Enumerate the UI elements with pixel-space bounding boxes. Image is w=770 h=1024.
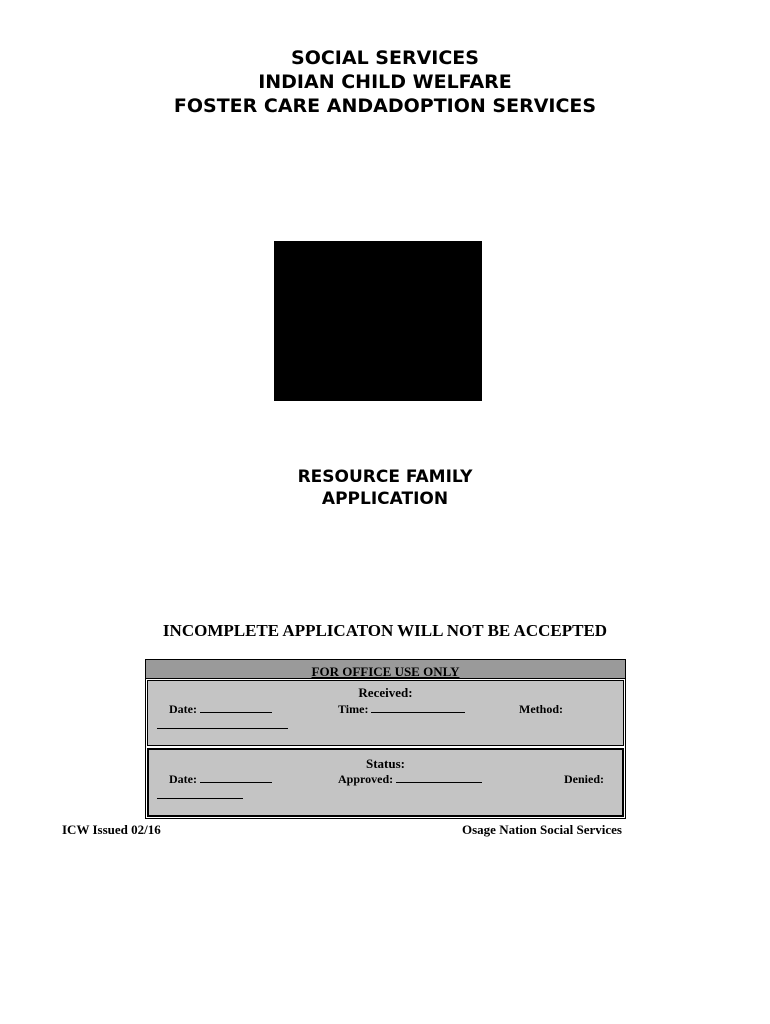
status-date-label: Date:: [169, 772, 197, 786]
status-date-line: [200, 772, 272, 783]
status-date-field[interactable]: [169, 772, 272, 787]
redacted-image: [274, 241, 482, 401]
received-date-line: [200, 702, 272, 713]
office-use-box: [145, 659, 626, 819]
status-denied-label: Denied:: [564, 772, 604, 786]
received-time-field[interactable]: [338, 702, 465, 717]
form-title-line-2: APPLICATION: [321, 489, 449, 509]
received-method-label: Method:: [519, 702, 563, 716]
received-time-label: Time:: [338, 702, 369, 716]
status-approved-label: Approved:: [338, 772, 394, 786]
form-title: [0, 466, 770, 510]
header-line-1: SOCIAL SERVICES: [291, 47, 479, 69]
received-date-label: Date:: [169, 702, 197, 716]
status-denied-field[interactable]: [564, 772, 604, 787]
received-date-field[interactable]: [169, 702, 272, 717]
received-method-field[interactable]: [519, 702, 563, 717]
issue-date-footer: ICW Issued 02/16: [62, 822, 161, 837]
received-time-line: [371, 702, 465, 713]
status-title: Status:: [365, 756, 405, 771]
status-approved-line: [396, 772, 482, 783]
header-line-2: INDIAN CHILD WELFARE: [258, 71, 512, 93]
document-header: [0, 46, 770, 118]
status-panel: [147, 748, 624, 817]
received-panel: [147, 680, 624, 746]
received-method-line: [157, 728, 288, 729]
office-use-header: [146, 660, 625, 679]
incomplete-notice: INCOMPLETE APPLICATON WILL NOT BE ACCEPTED: [162, 621, 608, 640]
form-title-line-1: RESOURCE FAMILY: [297, 467, 473, 487]
header-line-3: FOSTER CARE ANDADOPTION SERVICES: [173, 95, 597, 117]
received-title: Received:: [358, 685, 413, 700]
organization-footer: Osage Nation Social Services: [462, 822, 622, 837]
office-use-header-label: FOR OFFICE USE ONLY: [311, 664, 460, 679]
status-denied-line: [157, 798, 243, 799]
status-approved-field[interactable]: [338, 772, 482, 787]
